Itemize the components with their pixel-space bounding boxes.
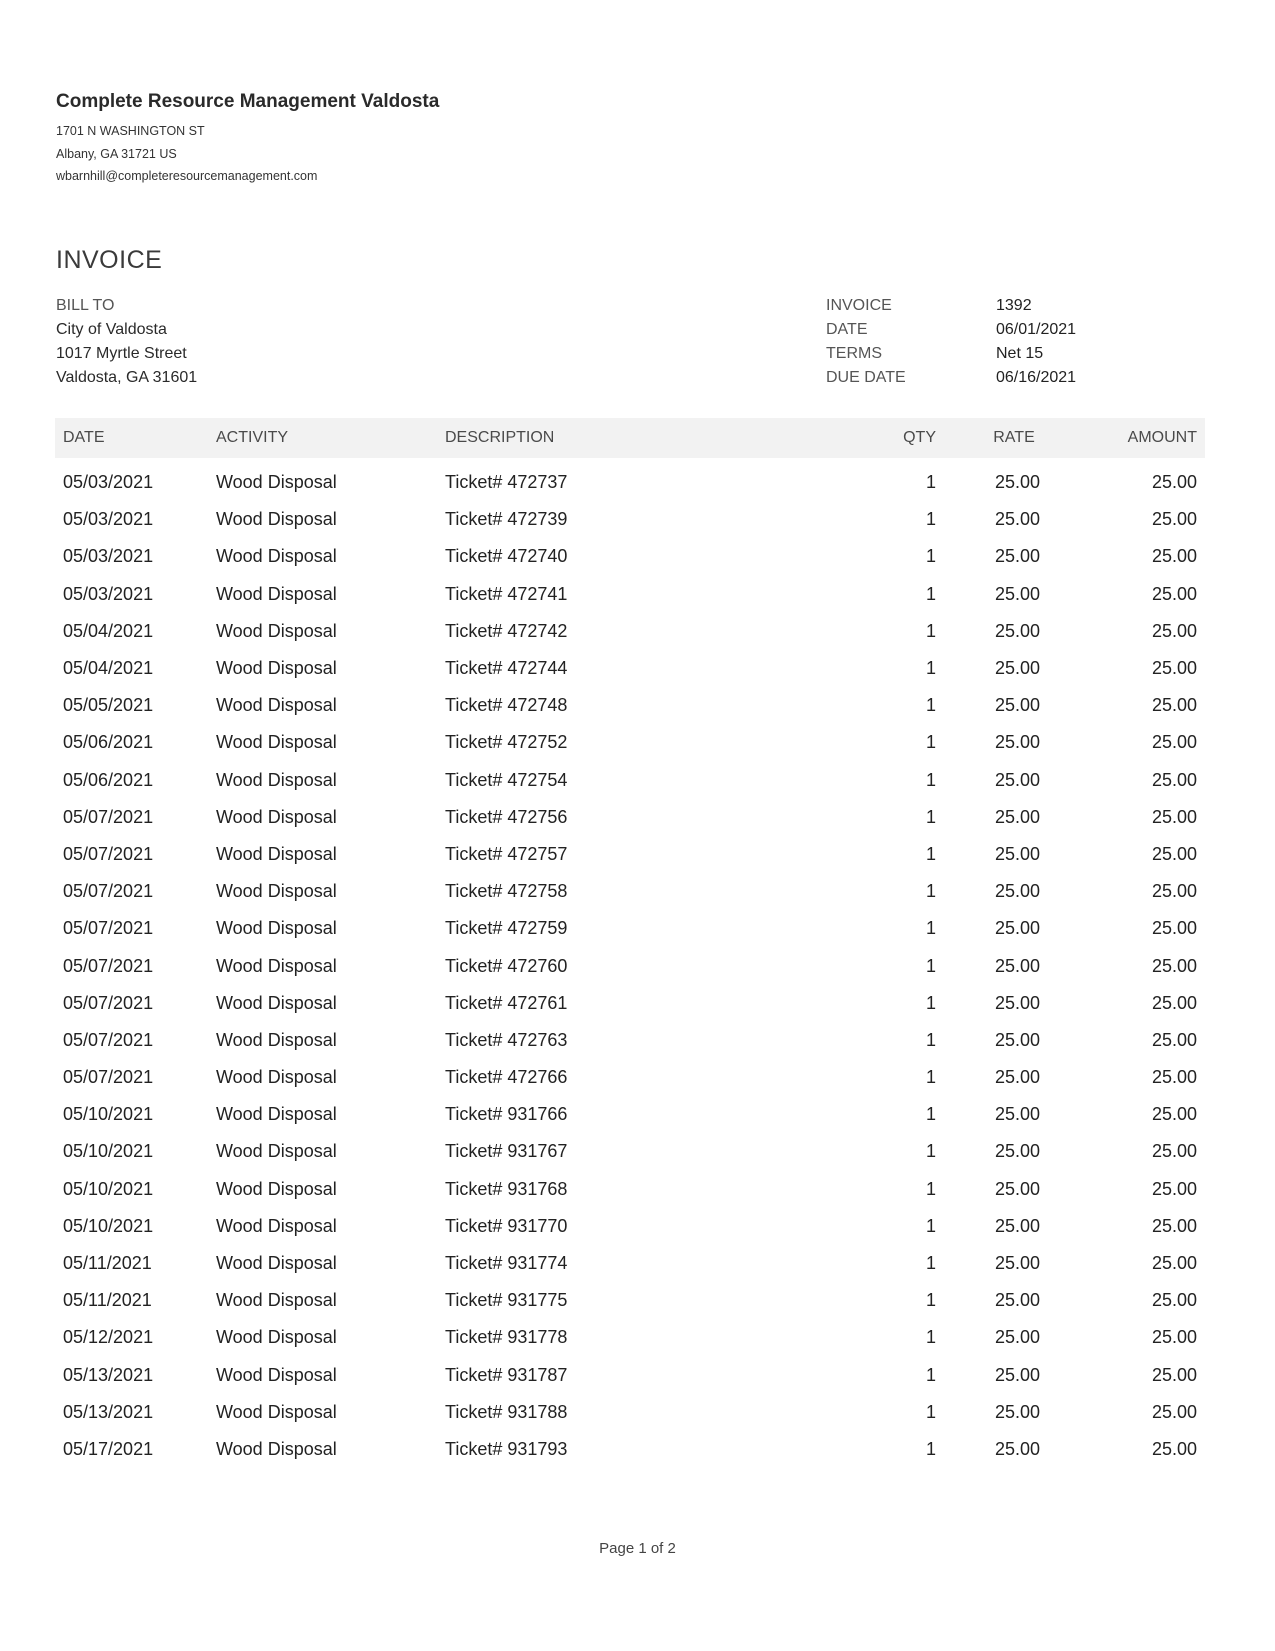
cell-activity: Wood Disposal	[216, 843, 337, 864]
cell-activity: Wood Disposal	[216, 583, 337, 604]
bill-to-label: BILL TO	[56, 297, 115, 314]
cell-qty: 1	[925, 806, 936, 827]
cell-activity: Wood Disposal	[216, 881, 337, 902]
cell-amount: 25.00	[1151, 843, 1197, 864]
table-row	[55, 762, 1205, 799]
cell-description: Ticket# 931767	[445, 1141, 568, 1162]
cell-rate: 25.00	[994, 620, 1040, 641]
cell-activity: Wood Disposal	[216, 918, 337, 939]
cell-description: Ticket# 472742	[445, 620, 568, 641]
cell-activity: Wood Disposal	[216, 1141, 337, 1162]
table-row	[55, 1022, 1205, 1059]
cell-description: Ticket# 472759	[445, 918, 568, 939]
invoice-date-value: 06/01/2021	[996, 321, 1077, 338]
cell-date: 05/07/2021	[63, 955, 154, 976]
table-row	[55, 1133, 1205, 1170]
cell-date: 05/13/2021	[63, 1364, 154, 1385]
cell-rate: 25.00	[994, 1067, 1040, 1088]
bill-to-name: City of Valdosta	[56, 321, 167, 338]
cell-date: 05/11/2021	[63, 1290, 152, 1311]
line-items-table	[55, 418, 1205, 1468]
table-row	[55, 538, 1205, 575]
cell-amount: 25.00	[1151, 620, 1197, 641]
cell-rate: 25.00	[994, 918, 1040, 939]
cell-qty: 1	[925, 1327, 936, 1348]
invoice-number-label: INVOICE	[826, 297, 892, 314]
table-row	[55, 1431, 1205, 1468]
table-row	[55, 1096, 1205, 1133]
table-row	[55, 1282, 1205, 1319]
cell-date: 05/07/2021	[63, 806, 154, 827]
cell-activity: Wood Disposal	[216, 992, 337, 1013]
meta-row-terms	[826, 342, 1076, 366]
cell-qty: 1	[925, 769, 936, 790]
cell-description: Ticket# 931788	[445, 1401, 568, 1422]
cell-rate: 25.00	[994, 1215, 1040, 1236]
cell-date: 05/10/2021	[63, 1104, 154, 1125]
cell-amount: 25.00	[1151, 1104, 1197, 1125]
cell-date: 05/10/2021	[63, 1141, 154, 1162]
cell-qty: 1	[925, 1067, 936, 1088]
cell-rate: 25.00	[994, 1178, 1040, 1199]
cell-activity: Wood Disposal	[216, 1178, 337, 1199]
table-row	[55, 1245, 1205, 1282]
cell-qty: 1	[925, 583, 936, 604]
table-row	[55, 799, 1205, 836]
cell-rate: 25.00	[994, 881, 1040, 902]
cell-amount: 25.00	[1151, 1327, 1197, 1348]
cell-rate: 25.00	[994, 546, 1040, 567]
cell-rate: 25.00	[994, 472, 1040, 493]
cell-amount: 25.00	[1151, 918, 1197, 939]
cell-qty: 1	[925, 546, 936, 567]
table-row	[55, 836, 1205, 873]
table-row	[55, 873, 1205, 910]
cell-amount: 25.00	[1151, 658, 1197, 679]
cell-amount: 25.00	[1151, 509, 1197, 530]
cell-rate: 25.00	[994, 769, 1040, 790]
cell-date: 05/17/2021	[63, 1438, 154, 1459]
cell-description: Ticket# 472760	[445, 955, 568, 976]
cell-activity: Wood Disposal	[216, 1253, 337, 1274]
cell-description: Ticket# 472737	[445, 472, 568, 493]
cell-description: Ticket# 472756	[445, 806, 568, 827]
bill-to-street: 1017 Myrtle Street	[56, 345, 187, 362]
company-email: wbarnhill@completeresourcemanagement.com	[56, 169, 318, 183]
cell-activity: Wood Disposal	[216, 1215, 337, 1236]
cell-qty: 1	[925, 881, 936, 902]
cell-rate: 25.00	[994, 1438, 1040, 1459]
cell-date: 05/13/2021	[63, 1401, 154, 1422]
cell-description: Ticket# 931770	[445, 1215, 568, 1236]
cell-description: Ticket# 931774	[445, 1253, 568, 1274]
table-row	[55, 650, 1205, 687]
cell-description: Ticket# 472766	[445, 1067, 568, 1088]
table-row	[55, 613, 1205, 650]
table-row	[55, 1171, 1205, 1208]
cell-date: 05/04/2021	[63, 658, 154, 679]
cell-rate: 25.00	[994, 1029, 1040, 1050]
cell-activity: Wood Disposal	[216, 620, 337, 641]
cell-date: 05/10/2021	[63, 1178, 154, 1199]
cell-rate: 25.00	[994, 955, 1040, 976]
cell-rate: 25.00	[994, 509, 1040, 530]
cell-amount: 25.00	[1151, 769, 1197, 790]
table-row	[55, 724, 1205, 761]
meta-row-due-date	[826, 366, 1076, 390]
company-address-line1: 1701 N WASHINGTON ST	[56, 124, 205, 138]
cell-description: Ticket# 472757	[445, 843, 568, 864]
cell-activity: Wood Disposal	[216, 658, 337, 679]
cell-amount: 25.00	[1151, 1215, 1197, 1236]
table-row	[55, 1208, 1205, 1245]
table-row	[55, 1059, 1205, 1096]
cell-qty: 1	[925, 1104, 936, 1125]
cell-qty: 1	[925, 1438, 936, 1459]
cell-description: Ticket# 472748	[445, 695, 568, 716]
cell-date: 05/07/2021	[63, 992, 154, 1013]
cell-date: 05/07/2021	[63, 1067, 154, 1088]
table-body	[55, 464, 1205, 1468]
cell-amount: 25.00	[1151, 1253, 1197, 1274]
cell-rate: 25.00	[994, 695, 1040, 716]
cell-amount: 25.00	[1151, 583, 1197, 604]
cell-qty: 1	[925, 918, 936, 939]
cell-rate: 25.00	[994, 1290, 1040, 1311]
cell-description: Ticket# 931793	[445, 1438, 568, 1459]
cell-qty: 1	[925, 1401, 936, 1422]
cell-description: Ticket# 472761	[445, 992, 568, 1013]
cell-description: Ticket# 472752	[445, 732, 568, 753]
cell-description: Ticket# 472739	[445, 509, 568, 530]
bill-to-block	[56, 294, 197, 390]
bill-to-city: Valdosta, GA 31601	[56, 369, 198, 386]
cell-amount: 25.00	[1151, 732, 1197, 753]
cell-rate: 25.00	[994, 1401, 1040, 1422]
cell-date: 05/04/2021	[63, 620, 154, 641]
cell-rate: 25.00	[994, 1327, 1040, 1348]
company-name: Complete Resource Management Valdosta	[56, 91, 440, 112]
header-rate: RATE	[993, 429, 1035, 446]
cell-date: 05/07/2021	[63, 1029, 154, 1050]
table-row	[55, 687, 1205, 724]
cell-amount: 25.00	[1151, 1141, 1197, 1162]
cell-amount: 25.00	[1151, 1290, 1197, 1311]
cell-qty: 1	[925, 509, 936, 530]
cell-amount: 25.00	[1151, 546, 1197, 567]
cell-date: 05/03/2021	[63, 583, 154, 604]
table-row	[55, 985, 1205, 1022]
cell-qty: 1	[925, 1364, 936, 1385]
cell-activity: Wood Disposal	[216, 955, 337, 976]
cell-date: 05/11/2021	[63, 1253, 152, 1274]
header-description: DESCRIPTION	[445, 429, 555, 446]
cell-qty: 1	[925, 1178, 936, 1199]
cell-activity: Wood Disposal	[216, 769, 337, 790]
invoice-title: INVOICE	[56, 246, 163, 274]
cell-qty: 1	[925, 1141, 936, 1162]
cell-qty: 1	[925, 472, 936, 493]
cell-activity: Wood Disposal	[216, 1438, 337, 1459]
cell-qty: 1	[925, 1253, 936, 1274]
cell-qty: 1	[925, 1290, 936, 1311]
due-date-label: DUE DATE	[826, 369, 906, 386]
cell-description: Ticket# 472763	[445, 1029, 568, 1050]
due-date-value: 06/16/2021	[996, 369, 1077, 386]
cell-amount: 25.00	[1151, 1178, 1197, 1199]
cell-description: Ticket# 472754	[445, 769, 568, 790]
cell-rate: 25.00	[994, 843, 1040, 864]
cell-rate: 25.00	[994, 583, 1040, 604]
cell-date: 05/07/2021	[63, 843, 154, 864]
cell-amount: 25.00	[1151, 1364, 1197, 1385]
invoice-meta	[826, 294, 1076, 390]
cell-qty: 1	[925, 992, 936, 1013]
cell-activity: Wood Disposal	[216, 1290, 337, 1311]
cell-date: 05/05/2021	[63, 695, 154, 716]
table-row	[55, 910, 1205, 947]
table-row	[55, 1357, 1205, 1394]
cell-activity: Wood Disposal	[216, 472, 337, 493]
company-address-line2: Albany, GA 31721 US	[56, 146, 177, 161]
page-number: Page 1 of 2	[599, 1540, 676, 1557]
cell-activity: Wood Disposal	[216, 546, 337, 567]
table-row	[55, 1394, 1205, 1431]
cell-rate: 25.00	[994, 1104, 1040, 1125]
cell-qty: 1	[925, 732, 936, 753]
cell-description: Ticket# 472741	[445, 583, 568, 604]
cell-activity: Wood Disposal	[216, 732, 337, 753]
cell-qty: 1	[925, 695, 936, 716]
terms-value: Net 15	[996, 345, 1044, 362]
cell-qty: 1	[925, 955, 936, 976]
table-row	[55, 576, 1205, 613]
cell-date: 05/06/2021	[63, 769, 154, 790]
cell-activity: Wood Disposal	[216, 1067, 337, 1088]
cell-amount: 25.00	[1151, 1401, 1197, 1422]
table-header	[55, 418, 1205, 458]
cell-description: Ticket# 931778	[445, 1327, 568, 1348]
cell-description: Ticket# 931766	[445, 1104, 568, 1125]
cell-activity: Wood Disposal	[216, 1327, 337, 1348]
cell-qty: 1	[925, 620, 936, 641]
header-qty: QTY	[903, 429, 936, 446]
cell-activity: Wood Disposal	[216, 1364, 337, 1385]
cell-amount: 25.00	[1151, 472, 1197, 493]
cell-activity: Wood Disposal	[216, 806, 337, 827]
table-row	[55, 464, 1205, 501]
cell-qty: 1	[925, 843, 936, 864]
cell-qty: 1	[925, 1215, 936, 1236]
cell-amount: 25.00	[1151, 1067, 1197, 1088]
meta-row-invoice	[826, 294, 1076, 318]
cell-amount: 25.00	[1151, 695, 1197, 716]
header-activity: ACTIVITY	[216, 429, 289, 446]
cell-date: 05/06/2021	[63, 732, 154, 753]
cell-activity: Wood Disposal	[216, 509, 337, 530]
cell-description: Ticket# 931787	[445, 1364, 568, 1385]
header-amount: AMOUNT	[1127, 429, 1197, 446]
meta-row-date	[826, 318, 1076, 342]
cell-description: Ticket# 931768	[445, 1178, 568, 1199]
cell-amount: 25.00	[1151, 1438, 1197, 1459]
cell-date: 05/07/2021	[63, 881, 154, 902]
cell-amount: 25.00	[1151, 1029, 1197, 1050]
cell-rate: 25.00	[994, 1364, 1040, 1385]
cell-amount: 25.00	[1151, 955, 1197, 976]
cell-amount: 25.00	[1151, 881, 1197, 902]
cell-date: 05/03/2021	[63, 509, 154, 530]
cell-rate: 25.00	[994, 732, 1040, 753]
cell-amount: 25.00	[1151, 992, 1197, 1013]
company-header	[56, 90, 439, 188]
cell-qty: 1	[925, 658, 936, 679]
cell-date: 05/12/2021	[63, 1327, 154, 1348]
cell-date: 05/03/2021	[63, 546, 154, 567]
cell-description: Ticket# 472740	[445, 546, 568, 567]
cell-description: Ticket# 472744	[445, 658, 568, 679]
terms-label: TERMS	[826, 345, 882, 362]
cell-activity: Wood Disposal	[216, 1401, 337, 1422]
cell-date: 05/03/2021	[63, 472, 154, 493]
cell-qty: 1	[925, 1029, 936, 1050]
cell-activity: Wood Disposal	[216, 695, 337, 716]
header-date: DATE	[63, 429, 105, 446]
table-row	[55, 1319, 1205, 1356]
cell-rate: 25.00	[994, 806, 1040, 827]
cell-date: 05/10/2021	[63, 1215, 154, 1236]
invoice-number-value: 1392	[996, 297, 1032, 314]
cell-date: 05/07/2021	[63, 918, 154, 939]
table-row	[55, 501, 1205, 538]
cell-amount: 25.00	[1151, 806, 1197, 827]
cell-activity: Wood Disposal	[216, 1029, 337, 1050]
invoice-date-label: DATE	[826, 321, 868, 338]
table-row	[55, 947, 1205, 984]
cell-rate: 25.00	[994, 658, 1040, 679]
cell-rate: 25.00	[994, 992, 1040, 1013]
cell-description: Ticket# 931775	[445, 1290, 568, 1311]
cell-rate: 25.00	[994, 1253, 1040, 1274]
cell-description: Ticket# 472758	[445, 881, 568, 902]
cell-rate: 25.00	[994, 1141, 1040, 1162]
cell-activity: Wood Disposal	[216, 1104, 337, 1125]
